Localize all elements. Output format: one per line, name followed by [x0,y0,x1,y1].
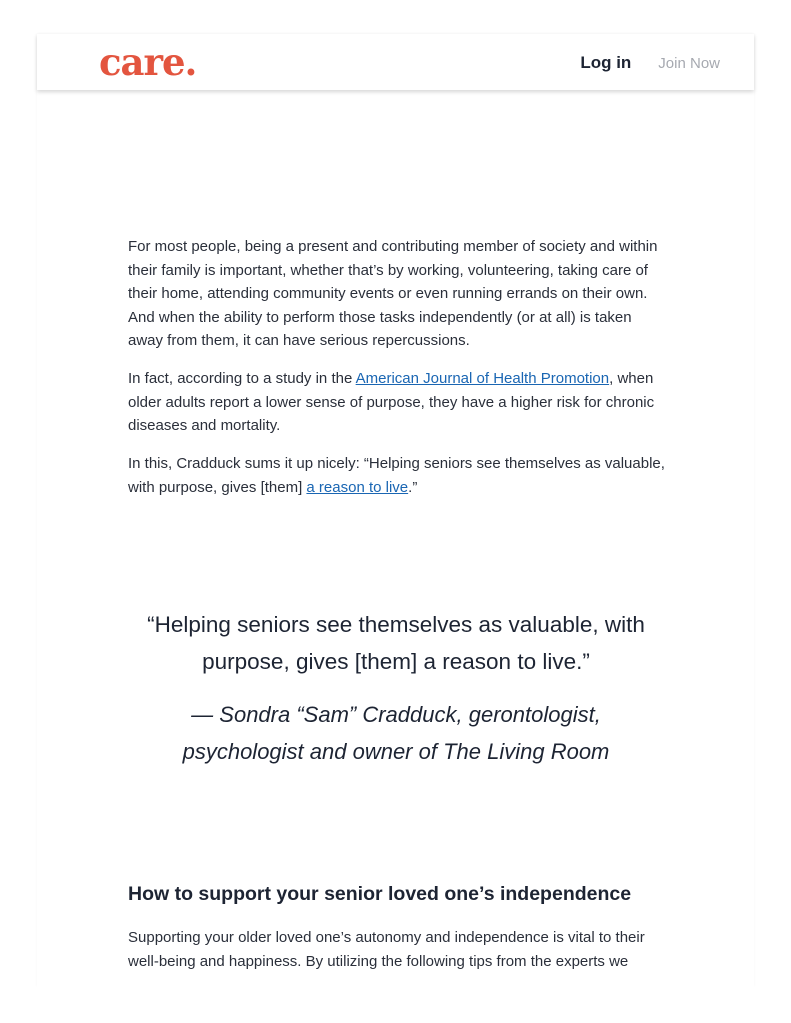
article-paragraph-4 [128,926,668,973]
ajhp-study-link[interactable]: American Journal of Health Promotion [355,370,610,387]
page-frame [37,34,754,986]
care-logo[interactable] [99,42,196,82]
reason-to-live-link[interactable]: a reason to live [306,478,409,496]
article-paragraph-3 [128,452,668,499]
pull-quote-attribution: — Sondra “Sam” Cradduck, gerontologist, psychologist and owner of The Living Room [182,702,610,764]
article-paragraph-1 [128,235,668,353]
header-nav [580,53,720,73]
pull-quote: “Helping seniors see themselves as valuable, with purpose, gives [them] a reason to live.” [147,612,645,674]
site-header [37,34,754,90]
logo-text: care [99,40,185,84]
paragraph-text: In this, Cradduck sums it up nicely: “Helping seniors see themselves as valuable, with purpose, gives [them] [128,455,665,496]
login-link[interactable]: Log in [580,53,632,72]
section-heading: How to support your senior loved one’s independence [128,883,632,905]
paragraph-text: Supporting your older loved one’s autonomy and independence is vital to their well-being and happiness. By utilizing the following tips from the experts we [128,929,645,970]
paragraph-text: , when older adults report a lower sense of purpose, they have a higher risk for chronic diseases and mortality. [128,370,655,434]
paragraph-text: In fact, according to a study in the [128,370,356,387]
article-paragraph-2 [128,367,668,438]
content-cutoff [37,986,754,1023]
logo-dot: . [184,40,197,84]
paragraph-text: .” [408,478,418,496]
paragraph-text: For most people, being a present and contributing member of society and within their family is important, whether that’s by working, volunteering, taking care of their home, attending community events or even running errands on their own. And when the ability to perform those tasks independently (or at all) is taken away from them, it can have serious repercussions. [128,238,658,349]
join-now-link[interactable]: Join Now [658,54,720,72]
